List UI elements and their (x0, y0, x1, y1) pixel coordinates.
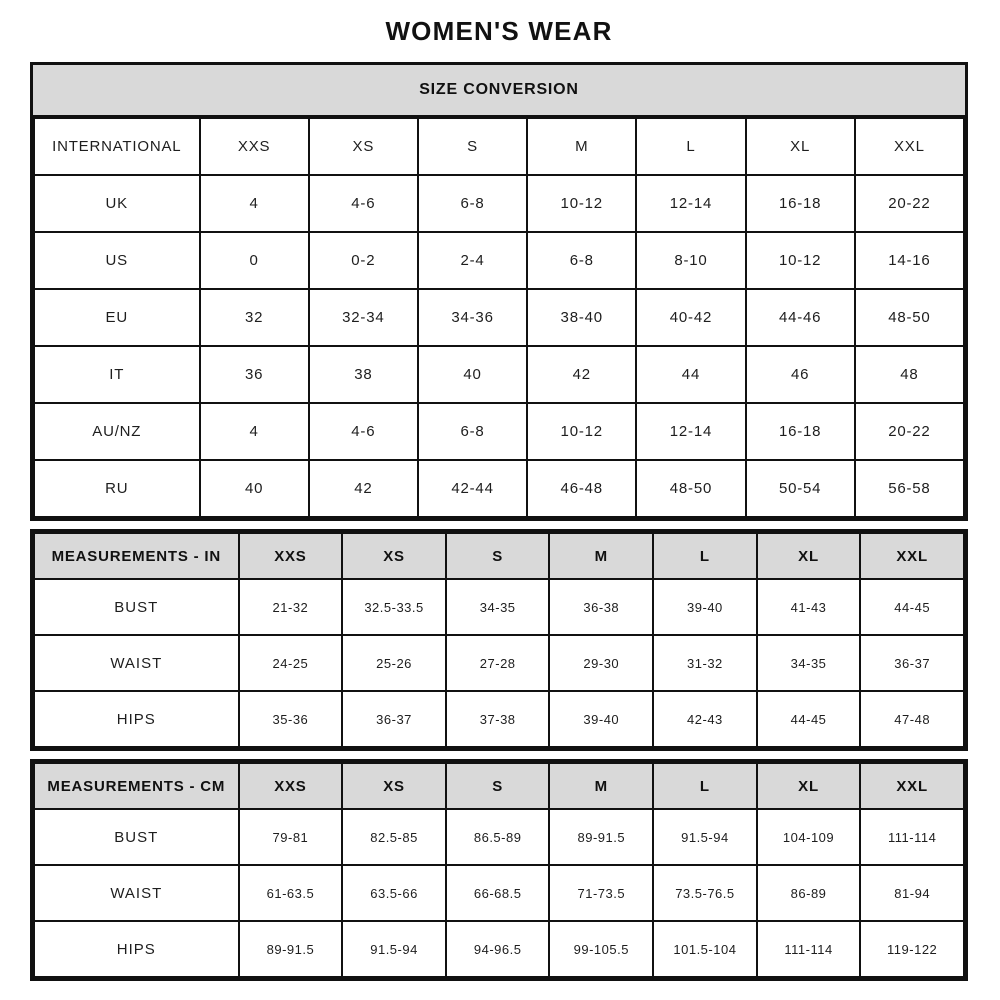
table-cell: 86.5-89 (446, 809, 550, 865)
table-header-row (34, 118, 964, 175)
column-header-xs: XS (342, 533, 446, 579)
measurements-in-table (30, 529, 968, 751)
column-header-xl: XL (757, 763, 861, 809)
table-row-hips (34, 921, 964, 977)
column-header-m: M (549, 763, 653, 809)
table-cell: 20-22 (855, 403, 964, 460)
column-header-xxl: XXL (860, 533, 964, 579)
row-label: US (34, 232, 200, 289)
table-cell: 34-35 (757, 635, 861, 691)
row-label: WAIST (34, 635, 239, 691)
row-label: UK (34, 175, 200, 232)
table-cell: 39-40 (549, 691, 653, 747)
table-cell: 86-89 (757, 865, 861, 921)
column-header-l: L (653, 763, 757, 809)
table-cell: 61-63.5 (239, 865, 343, 921)
table-cell: 44-45 (757, 691, 861, 747)
table-cell: 24-25 (239, 635, 343, 691)
table-cell: 71-73.5 (549, 865, 653, 921)
table-cell: 42 (527, 346, 636, 403)
measurements-in-grid (33, 532, 965, 748)
table-cell: 47-48 (860, 691, 964, 747)
table-row-waist (34, 635, 964, 691)
table-row-hips (34, 691, 964, 747)
table-cell: 81-94 (860, 865, 964, 921)
table-cell: 119-122 (860, 921, 964, 977)
table-cell: 25-26 (342, 635, 446, 691)
table-cell: 104-109 (757, 809, 861, 865)
table-cell: 89-91.5 (239, 921, 343, 977)
table-cell: 0 (200, 232, 309, 289)
table-cell: 35-36 (239, 691, 343, 747)
table-cell: 89-91.5 (549, 809, 653, 865)
table-cell: 111-114 (860, 809, 964, 865)
table-row-bust (34, 809, 964, 865)
table-cell: 31-32 (653, 635, 757, 691)
measurements-cm-title: MEASUREMENTS - CM (34, 763, 239, 809)
row-label: HIPS (34, 691, 239, 747)
table-row-uk (34, 175, 964, 232)
table-cell: 12-14 (636, 175, 745, 232)
row-label: BUST (34, 809, 239, 865)
table-cell: 42 (309, 460, 418, 517)
row-label: IT (34, 346, 200, 403)
column-header-s: S (446, 763, 550, 809)
table-cell: 6-8 (527, 232, 636, 289)
table-cell: 34-35 (446, 579, 550, 635)
table-cell: 42-43 (653, 691, 757, 747)
column-header-xxs: XXS (239, 763, 343, 809)
table-cell: 38-40 (527, 289, 636, 346)
column-header-m: M (549, 533, 653, 579)
table-cell: 4-6 (309, 403, 418, 460)
table-cell: 32 (200, 289, 309, 346)
table-cell: 10-12 (746, 232, 855, 289)
table-cell: 94-96.5 (446, 921, 550, 977)
table-cell: 40 (418, 346, 527, 403)
table-cell: 111-114 (757, 921, 861, 977)
page-title: WOMEN'S WEAR (385, 16, 613, 46)
table-cell: 48 (855, 346, 964, 403)
row-label: AU/NZ (34, 403, 200, 460)
table-row-waist (34, 865, 964, 921)
table-cell: 50-54 (746, 460, 855, 517)
table-cell: 39-40 (653, 579, 757, 635)
table-cell: 34-36 (418, 289, 527, 346)
table-cell: 40 (200, 460, 309, 517)
table-cell: 32-34 (309, 289, 418, 346)
measurements-in-title: MEASUREMENTS - IN (34, 533, 239, 579)
table-cell: 20-22 (855, 175, 964, 232)
row-label: RU (34, 460, 200, 517)
table-cell: 66-68.5 (446, 865, 550, 921)
table-cell: 36-38 (549, 579, 653, 635)
table-cell: 4 (200, 403, 309, 460)
table-cell: 14-16 (855, 232, 964, 289)
column-header-xs: XS (342, 763, 446, 809)
table-cell: 63.5-66 (342, 865, 446, 921)
table-cell: 79-81 (239, 809, 343, 865)
row-label: WAIST (34, 865, 239, 921)
table-cell: 12-14 (636, 403, 745, 460)
table-cell: 44 (636, 346, 745, 403)
table-cell: 38 (309, 346, 418, 403)
table-row-bust (34, 579, 964, 635)
table-cell: 8-10 (636, 232, 745, 289)
column-header-xl: XL (746, 118, 855, 175)
table-row-aunz (34, 403, 964, 460)
column-header-xs: XS (309, 118, 418, 175)
table-row-ru (34, 460, 964, 517)
table-cell: 16-18 (746, 403, 855, 460)
table-header-row (34, 763, 964, 809)
column-header-xxs: XXS (200, 118, 309, 175)
table-cell: 2-4 (418, 232, 527, 289)
table-cell: 73.5-76.5 (653, 865, 757, 921)
table-cell: 44-46 (746, 289, 855, 346)
table-cell: 0-2 (309, 232, 418, 289)
size-conversion-title: SIZE CONVERSION (33, 65, 965, 117)
table-cell: 10-12 (527, 175, 636, 232)
size-conversion-grid (33, 117, 965, 518)
table-cell: 101.5-104 (653, 921, 757, 977)
table-cell: 32.5-33.5 (342, 579, 446, 635)
table-header-row (34, 533, 964, 579)
size-conversion-table (30, 62, 968, 521)
column-header-l: L (636, 118, 745, 175)
table-cell: 27-28 (446, 635, 550, 691)
row-label: EU (34, 289, 200, 346)
column-header-m: M (527, 118, 636, 175)
table-row-us (34, 232, 964, 289)
table-cell: 56-58 (855, 460, 964, 517)
column-header-s: S (446, 533, 550, 579)
table-cell: 36 (200, 346, 309, 403)
column-header-s: S (418, 118, 527, 175)
measurements-cm-table (30, 759, 968, 981)
table-cell: 91.5-94 (342, 921, 446, 977)
table-cell: 91.5-94 (653, 809, 757, 865)
table-cell: 48-50 (636, 460, 745, 517)
table-cell: 6-8 (418, 175, 527, 232)
table-cell: 21-32 (239, 579, 343, 635)
table-cell: 82.5-85 (342, 809, 446, 865)
table-cell: 99-105.5 (549, 921, 653, 977)
column-header-xxs: XXS (239, 533, 343, 579)
row-label: HIPS (34, 921, 239, 977)
table-cell: 29-30 (549, 635, 653, 691)
table-cell: 46 (746, 346, 855, 403)
table-row-it (34, 346, 964, 403)
column-header-international: INTERNATIONAL (34, 118, 200, 175)
table-cell: 16-18 (746, 175, 855, 232)
column-header-xl: XL (757, 533, 861, 579)
table-cell: 44-45 (860, 579, 964, 635)
table-cell: 36-37 (860, 635, 964, 691)
row-label: BUST (34, 579, 239, 635)
measurements-cm-grid (33, 762, 965, 978)
table-cell: 4 (200, 175, 309, 232)
column-header-xxl: XXL (855, 118, 964, 175)
table-cell: 6-8 (418, 403, 527, 460)
table-row-eu (34, 289, 964, 346)
table-cell: 46-48 (527, 460, 636, 517)
table-cell: 4-6 (309, 175, 418, 232)
table-cell: 36-37 (342, 691, 446, 747)
table-cell: 42-44 (418, 460, 527, 517)
column-header-xxl: XXL (860, 763, 964, 809)
column-header-l: L (653, 533, 757, 579)
table-cell: 37-38 (446, 691, 550, 747)
table-cell: 41-43 (757, 579, 861, 635)
table-cell: 10-12 (527, 403, 636, 460)
table-cell: 40-42 (636, 289, 745, 346)
table-cell: 48-50 (855, 289, 964, 346)
